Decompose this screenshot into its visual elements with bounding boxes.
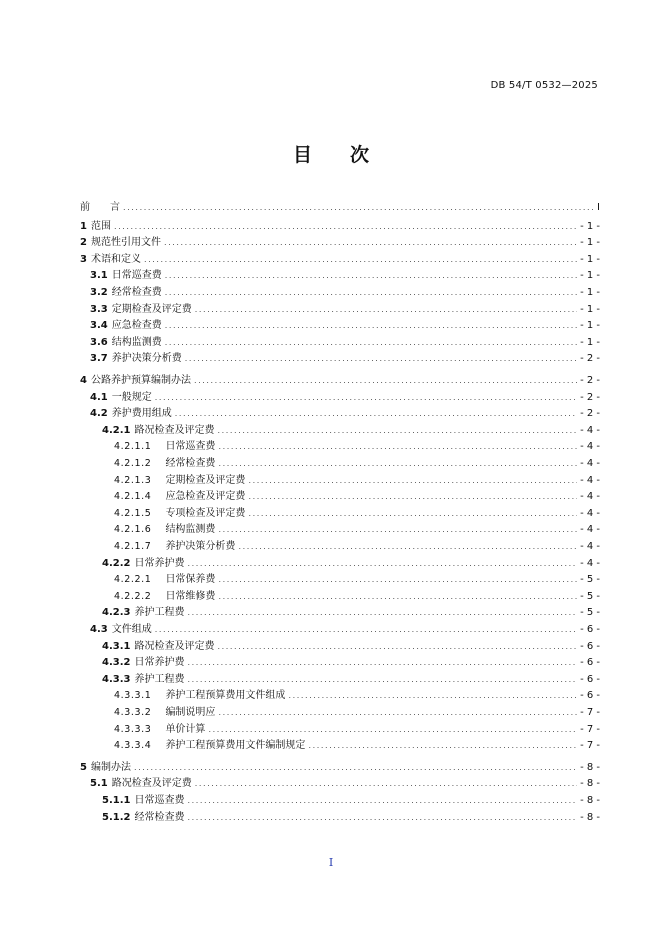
- toc-entry[interactable]: [80, 672, 600, 688]
- toc-entry-number: 3.4: [90, 320, 108, 332]
- toc-leader-dots: [165, 268, 577, 284]
- toc-entry-label: 路况检查及评定费: [111, 778, 192, 790]
- toc-entry[interactable]: [80, 688, 600, 704]
- toc-entry[interactable]: [80, 589, 600, 605]
- toc-entry-label: 应急检查费: [111, 320, 162, 332]
- toc-entry[interactable]: [80, 506, 600, 522]
- toc-entry-number: 4.3.3.4: [114, 740, 152, 752]
- toc-entry[interactable]: [80, 439, 600, 455]
- toc-leader-dots: [155, 390, 577, 406]
- toc-entry[interactable]: [80, 639, 600, 655]
- toc-entry-number: 4.3: [90, 624, 108, 635]
- toc-entry-page: - 6 -: [580, 690, 600, 702]
- toc-entry-number: 4.2.1.7: [114, 541, 152, 552]
- toc-entry[interactable]: [80, 572, 600, 588]
- toc-leader-dots: [187, 672, 577, 688]
- toc-entry-number: 4.2.1.6: [114, 524, 152, 536]
- toc-leader-dots: [165, 335, 577, 351]
- toc-entry-number: 3.1: [90, 270, 108, 282]
- toc-entry-label: 日常巡查费: [111, 270, 162, 282]
- toc-entry[interactable]: [80, 605, 600, 621]
- toc-entry-label: 经常检查费: [134, 811, 185, 823]
- toc-entry-page: - 5 -: [580, 607, 600, 619]
- toc-entry[interactable]: [80, 423, 600, 439]
- toc-entry-number: 5.1.1: [102, 795, 131, 806]
- toc-entry-number: 4: [80, 375, 87, 386]
- toc-entry-label: 编制办法: [90, 761, 131, 773]
- toc-entry-number: 5.1: [90, 778, 108, 790]
- toc-entry-label: 路况检查及评定费: [134, 640, 215, 652]
- toc-entry-page: - 1 -: [580, 270, 600, 282]
- toc-entry-label: 单价计算: [165, 723, 206, 735]
- toc-entry-number: 4.3.3.3: [114, 723, 152, 735]
- toc-entry-page: - 6 -: [580, 640, 600, 652]
- page-title: [0, 140, 662, 167]
- toc-leader-dots: [248, 473, 577, 489]
- toc-entry-label: 路况检查及评定费: [134, 424, 215, 436]
- toc-entry[interactable]: [80, 318, 600, 334]
- toc-entry-page: I: [597, 202, 600, 213]
- toc-entry-label: 经常检查费: [165, 458, 216, 469]
- toc-entry-page: - 6 -: [580, 624, 600, 635]
- toc-entry-page: - 1 -: [580, 320, 600, 332]
- toc-leader-dots: [248, 489, 577, 505]
- toc-leader-dots: [218, 456, 577, 472]
- toc-entry[interactable]: [80, 539, 600, 555]
- toc-entry-number: 5.1.2: [102, 811, 131, 823]
- toc-entry-page: - 2 -: [580, 408, 600, 420]
- toc-entry-page: - 4 -: [580, 541, 600, 552]
- toc-entry[interactable]: [80, 302, 600, 318]
- toc-entry[interactable]: [80, 373, 600, 389]
- toc-leader-dots: [218, 572, 577, 588]
- toc-entry-number: 4.3.3.1: [114, 690, 152, 702]
- toc-entry[interactable]: [80, 200, 600, 216]
- toc-entry-label: 养护工程预算费用文件编制规定: [165, 740, 306, 752]
- toc-leader-dots: [208, 722, 577, 738]
- toc-entry[interactable]: [80, 390, 600, 406]
- toc-entry-label: 一般规定: [111, 391, 152, 403]
- toc-entry-number: 3: [80, 253, 87, 265]
- toc-leader-dots: [165, 318, 577, 334]
- toc-entry-number: 4.2.3: [102, 607, 131, 619]
- toc-entry-number: 4.3.1: [102, 640, 131, 652]
- toc-entry-number: 4.2.1.2: [114, 458, 152, 469]
- toc-leader-dots: [238, 539, 577, 555]
- toc-entry[interactable]: [80, 489, 600, 505]
- toc-leader-dots: [195, 302, 577, 318]
- toc-entry-number: 2: [80, 237, 87, 249]
- toc-entry-label: 前 言: [80, 202, 120, 213]
- toc-entry-page: - 4 -: [580, 557, 600, 569]
- toc-entry-label: 规范性引用文件: [90, 237, 161, 249]
- toc-entry-page: - 4 -: [580, 507, 600, 519]
- toc-entry[interactable]: [80, 793, 600, 809]
- toc-entry-page: - 7 -: [580, 740, 600, 752]
- toc-leader-dots: [218, 439, 577, 455]
- toc-entry-label: 养护工程费: [134, 673, 185, 685]
- toc-entry[interactable]: [80, 406, 600, 422]
- toc-leader-dots: [217, 639, 577, 655]
- toc-entry-page: - 8 -: [580, 795, 600, 806]
- toc-entry-page: - 5 -: [580, 590, 600, 602]
- toc-entry-number: 4.2.2.1: [114, 574, 152, 586]
- toc-leader-dots: [155, 622, 577, 638]
- toc-entry-page: - 4 -: [580, 441, 600, 453]
- toc-entry-label: 定期检查及评定费: [165, 474, 246, 486]
- page-number-footer: I: [328, 856, 334, 869]
- toc-entry-number: 4.2.1.5: [114, 507, 152, 519]
- toc-entry-page: - 6 -: [580, 657, 600, 669]
- toc-entry-label: 专项检查及评定费: [165, 507, 246, 519]
- toc-entry-label: 日常养护费: [134, 657, 185, 669]
- toc-leader-dots: [164, 235, 577, 251]
- toc-entry-number: 4.3.2: [102, 657, 131, 669]
- toc-entry-page: - 4 -: [580, 491, 600, 503]
- toc-entry[interactable]: [80, 738, 600, 754]
- toc-entry[interactable]: [80, 235, 600, 251]
- toc-leader-dots: [218, 589, 577, 605]
- toc-leader-dots: [218, 522, 577, 538]
- toc-entry-label: 范围: [90, 220, 111, 232]
- toc-entry-number: 4.2.2: [102, 557, 131, 569]
- page-title-right: 次: [350, 144, 370, 166]
- toc-entry[interactable]: [80, 456, 600, 472]
- toc-entry-number: 5: [80, 761, 87, 773]
- toc-entry-number: 4.3.3.2: [114, 707, 152, 718]
- toc-entry[interactable]: [80, 473, 600, 489]
- toc-entry-page: - 2 -: [580, 353, 600, 365]
- toc-leader-dots: [187, 556, 577, 572]
- toc-leader-dots: [175, 406, 577, 422]
- toc-entry-page: - 2 -: [580, 391, 600, 403]
- toc-entry-page: - 1 -: [580, 237, 600, 249]
- toc-entry[interactable]: [80, 335, 600, 351]
- toc-leader-dots: [308, 738, 577, 754]
- toc-entry-number: 3.7: [90, 353, 108, 365]
- toc-leader-dots: [114, 219, 577, 235]
- toc-entry-number: 3.6: [90, 336, 108, 348]
- toc-entry-page: - 8 -: [580, 761, 600, 773]
- toc-leader-dots: [218, 705, 577, 721]
- toc-entry[interactable]: [80, 252, 600, 268]
- toc-entry-number: 4.2.2.2: [114, 590, 152, 602]
- toc-entry[interactable]: [80, 760, 600, 776]
- toc-entry[interactable]: [80, 810, 600, 826]
- toc-leader-dots: [187, 605, 577, 621]
- toc-leader-dots: [185, 351, 577, 367]
- toc-entry-label: 结构监测费: [165, 524, 216, 536]
- toc-entry-page: - 4 -: [580, 524, 600, 536]
- toc-entry[interactable]: [80, 219, 600, 235]
- toc-entry-page: - 1 -: [580, 253, 600, 265]
- toc-leader-dots: [194, 373, 577, 389]
- toc-entry-label: 文件组成: [111, 624, 152, 635]
- toc-entry-page: - 1 -: [580, 220, 600, 232]
- toc-entry[interactable]: [80, 285, 600, 301]
- toc-entry[interactable]: [80, 351, 600, 367]
- toc-entry-label: 经常检查费: [111, 287, 162, 298]
- toc-leader-dots: [217, 423, 577, 439]
- toc-entry-page: - 8 -: [580, 811, 600, 823]
- toc-entry-page: - 4 -: [580, 424, 600, 436]
- toc-leader-dots: [187, 655, 577, 671]
- toc-entry-label: 日常巡查费: [165, 441, 216, 453]
- toc-entry-page: - 1 -: [580, 336, 600, 348]
- toc-entry[interactable]: [80, 655, 600, 671]
- toc-entry[interactable]: [80, 705, 600, 721]
- toc-entry-label: 编制说明应: [165, 707, 216, 718]
- toc-entry-number: 4.2.1.1: [114, 441, 152, 453]
- toc-entry-label: 养护决策分析费: [165, 541, 236, 552]
- toc-entry-label: 结构监测费: [111, 336, 162, 348]
- toc-entry-label: 应急检查及评定费: [165, 491, 246, 503]
- toc-entry-number: 4.1: [90, 391, 108, 403]
- toc-entry[interactable]: [80, 268, 600, 284]
- toc-entry-label: 公路养护预算编制办法: [90, 375, 191, 386]
- toc-leader-dots: [195, 776, 577, 792]
- toc-entry-label: 日常养护费: [134, 557, 185, 569]
- page-title-left: 目: [292, 144, 312, 166]
- toc-leader-dots: [187, 793, 577, 809]
- toc-entry-label: 养护工程费: [134, 607, 185, 619]
- toc-entry-page: - 8 -: [580, 778, 600, 790]
- toc-entry-number: 4.2: [90, 408, 108, 420]
- toc-entry[interactable]: [80, 722, 600, 738]
- toc-entry-page: - 4 -: [580, 474, 600, 486]
- toc-entry[interactable]: [80, 556, 600, 572]
- toc-entry-number: 4.3.3: [102, 673, 131, 685]
- toc-leader-dots: [165, 285, 577, 301]
- toc-leader-dots: [187, 810, 577, 826]
- toc-entry-number: 4.2.1.3: [114, 474, 152, 486]
- toc-leader-dots: [248, 506, 577, 522]
- toc-entry[interactable]: [80, 776, 600, 792]
- standard-code: DB 54/T 0532—2025: [490, 80, 598, 91]
- toc-entry-page: - 2 -: [580, 375, 600, 386]
- toc-entry-label: 养护费用组成: [111, 408, 172, 420]
- toc-entry-page: - 5 -: [580, 574, 600, 586]
- toc-leader-dots: [288, 688, 577, 704]
- toc-entry-label: 养护决策分析费: [111, 353, 182, 365]
- toc-entry-page: - 1 -: [580, 287, 600, 298]
- toc-entry-page: - 4 -: [580, 458, 600, 469]
- toc-entry-label: 术语和定义: [90, 253, 141, 265]
- toc-entry-label: 日常保养费: [165, 574, 216, 586]
- toc-entry[interactable]: [80, 622, 600, 638]
- toc-entry-page: - 6 -: [580, 673, 600, 685]
- toc-entry-number: 4.2.1.4: [114, 491, 152, 503]
- toc-entry-page: - 1 -: [580, 303, 600, 315]
- toc-entry[interactable]: [80, 522, 600, 538]
- toc-entry-number: 4.2.1: [102, 424, 131, 436]
- toc-entry-label: 定期检查及评定费: [111, 303, 192, 315]
- toc-entry-label: 日常巡查费: [134, 795, 185, 806]
- toc-entry-page: - 7 -: [580, 707, 600, 718]
- toc-entry-number: 3.2: [90, 287, 108, 298]
- toc-entry-number: 3.3: [90, 303, 108, 315]
- toc-entry-number: 1: [80, 220, 87, 232]
- toc-leader-dots: [123, 200, 594, 216]
- toc-leader-dots: [144, 252, 577, 268]
- toc-entry-page: - 7 -: [580, 723, 600, 735]
- toc-leader-dots: [134, 760, 577, 776]
- toc-entry-label: 日常维修费: [165, 590, 216, 602]
- toc-entry-label: 养护工程预算费用文件组成: [165, 690, 286, 702]
